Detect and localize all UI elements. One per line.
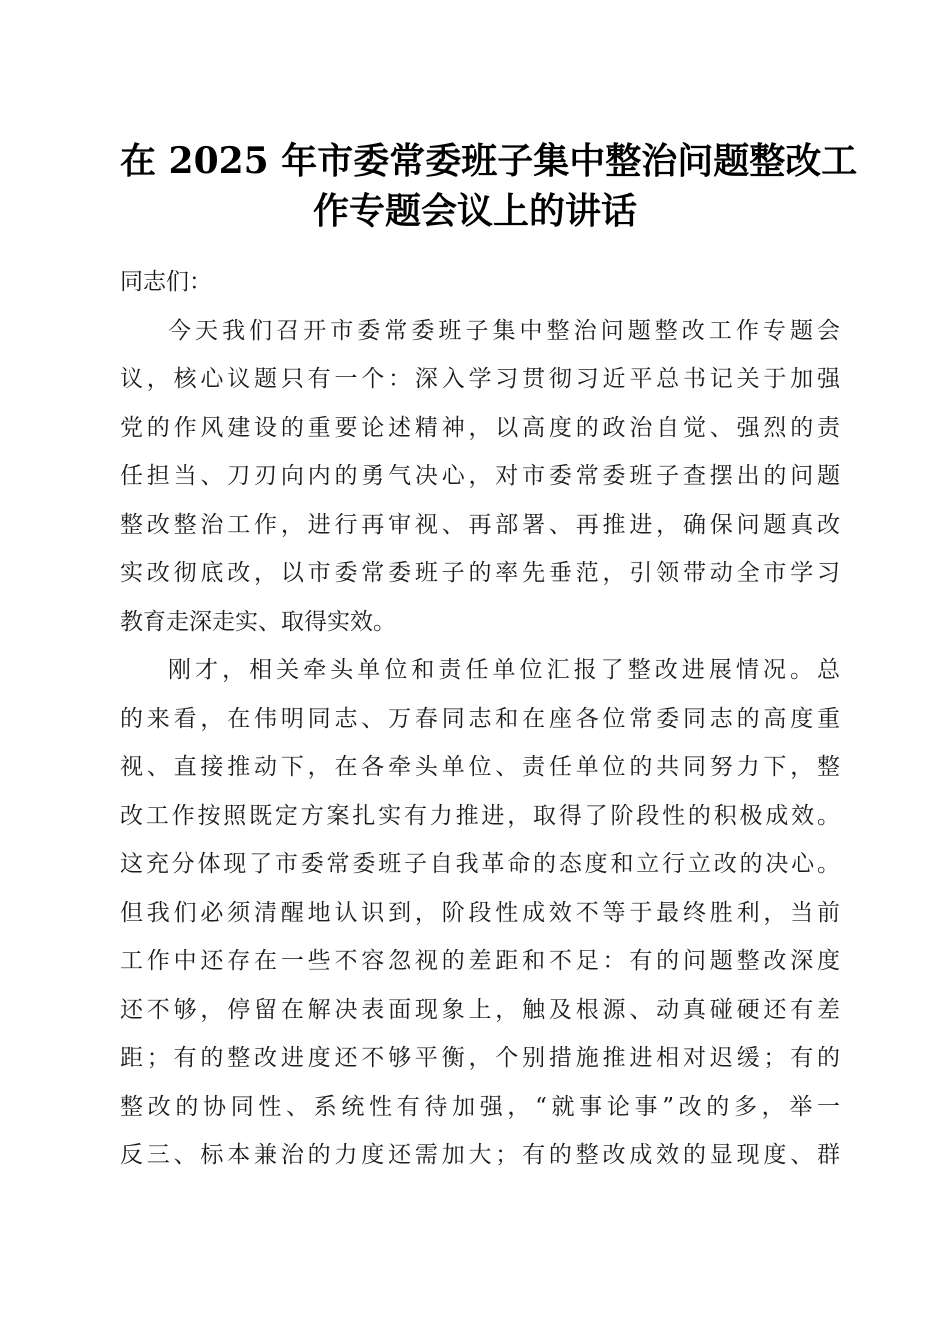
paragraph-line: 今天我们召开市委常委班子集中整治问题整改工作专题会 [168,317,840,344]
paragraph-line: 改工作按照既定方案扎实有力推进，取得了阶段性的积极成效。 [120,802,840,829]
paragraph-line: 整改整治工作，进行再审视、再部署、再推进，确保问题真改 [120,511,840,538]
paragraph-1 [120,307,840,647]
paragraph-line: 工作中还存在一些不容忽视的差距和不足：有的问题整改深度 [120,948,840,974]
title-line: 在 2025 年市委常委班子集中整治问题整改工 [120,140,858,182]
paragraph-line: 距；有的整改进度还不够平衡，个别措施推进相对迟缓；有的 [120,1045,840,1071]
title-line: 作专题会议上的讲话 [312,190,637,232]
paragraph-line: 视、直接推动下，在各牵头单位、责任单位的共同努力下，整 [120,754,840,780]
salutation: 同志们： [120,269,212,295]
paragraph-line: 整改的协同性、系统性有待加强，“就事论事”改的多，举一 [120,1093,840,1120]
paragraph-line: 还不够，停留在解决表面现象上，触及根源、动真碰硬还有差 [120,996,840,1023]
paragraph-line: 反三、标本兼治的力度还需加大；有的整改成效的显现度、群 [120,1142,840,1168]
paragraph-line: 教育走深走实、取得实效。 [120,608,396,635]
paragraph-line: 这充分体现了市委常委班子自我革命的态度和立行立改的决心。 [120,851,840,877]
paragraph-line: 刚才，相关牵头单位和责任单位汇报了整改进展情况。总 [168,657,840,683]
paragraph-line: 议，核心议题只有一个：深入学习贯彻习近平总书记关于加强 [120,366,840,392]
document-title [120,136,858,236]
paragraph-line: 但我们必须清醒地认识到，阶段性成效不等于最终胜利，当前 [120,899,840,926]
paragraph-line: 实改彻底改，以市委常委班子的率先垂范，引领带动全市学习 [120,560,840,586]
paragraph-line: 的来看，在伟明同志、万春同志和在座各位常委同志的高度重 [120,705,840,732]
paragraph-line: 党的作风建设的重要论述精神，以高度的政治自觉、强烈的责 [120,414,840,441]
paragraph-2 [120,646,840,1180]
paragraph-line: 任担当、刀刃向内的勇气决心，对市委常委班子查摆出的问题 [120,463,840,489]
document-body [120,258,840,1180]
